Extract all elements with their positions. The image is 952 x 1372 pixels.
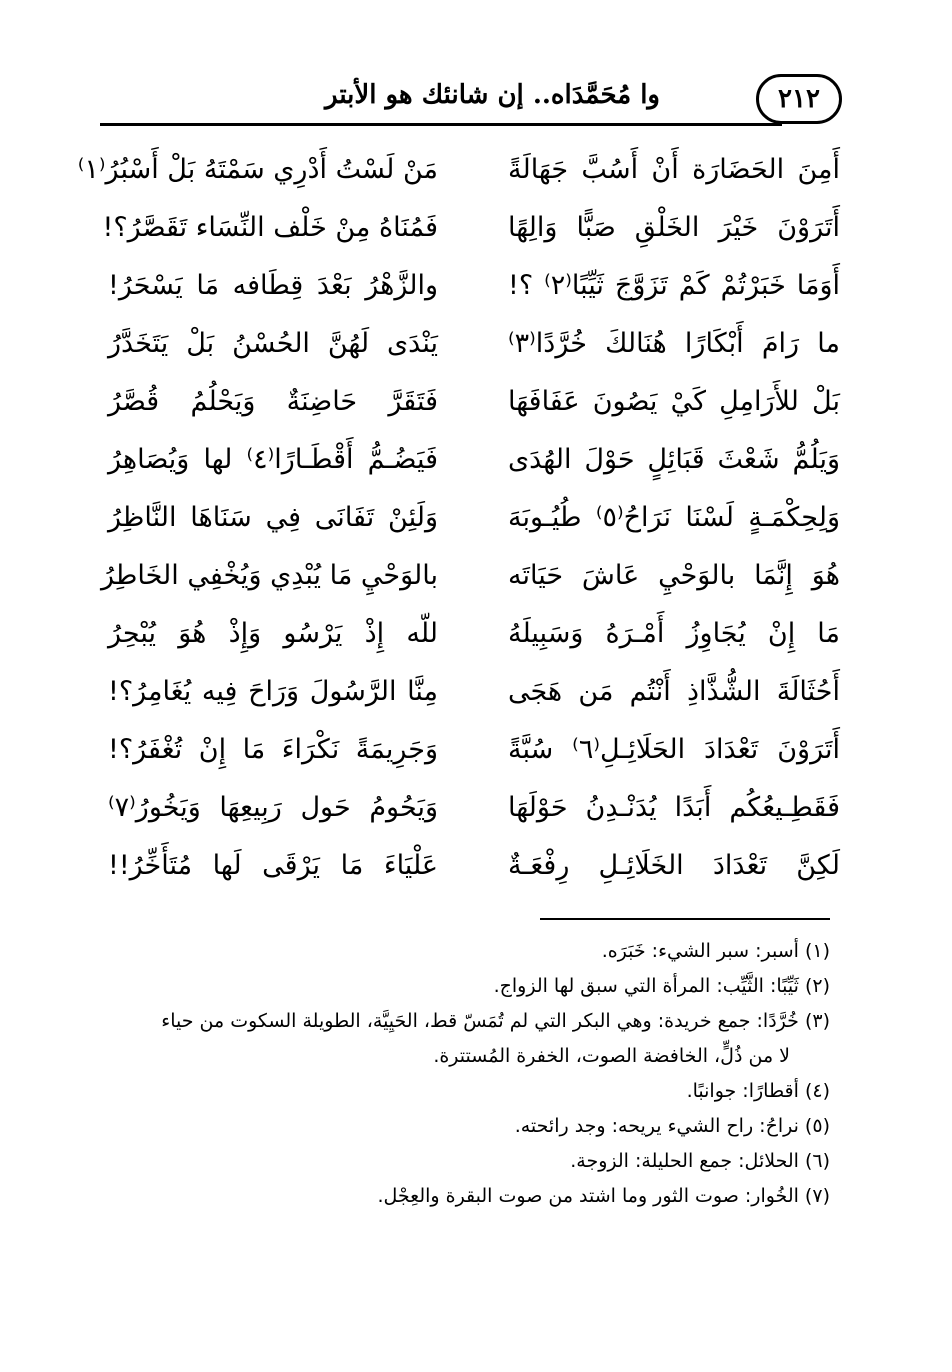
verse-second-hemistich: فَمُنَاهُ مِنْ خَلْف النِّسَاء تَقَصَّرُ؟! — [102, 212, 438, 243]
verse-first-hemistich: أَتَرَوْنَ تَعْدَادَ الحَلَائِـلِ⁽٦⁾ سُبَّةً — [508, 734, 840, 765]
verse — [0, 140, 952, 200]
verse — [0, 720, 952, 780]
verse-first-hemistich: أَوَمَا خَبَرْتُمْ كَمْ تَزَوَّجَ ثَيِّبًا⁽٢⁾ ؟! — [508, 270, 840, 301]
verse-second-hemistich: يَنْدَى لَهُنَّ الحُسْنُ بَلْ يَتَخَدَّرُ — [108, 328, 438, 359]
footnotes — [100, 934, 830, 1214]
verse-second-hemistich: مَنْ لَسْتُ أَدْرِي سَمْتَهُ بَلْ أَسْبُرُ⁽١⁾ — [77, 154, 438, 185]
verse — [0, 430, 952, 490]
verse-first-hemistich: لَكِنَّ تَعْدَادَ الخَلَائِـلِ رِفْعَـةٌ — [508, 850, 840, 881]
page-header — [100, 74, 842, 126]
verse — [0, 662, 952, 722]
verse-second-hemistich: عَلْيَاءَ مَا يَرْقَى لَها مُتَأَخِّرُ!! — [108, 850, 438, 881]
verse-first-hemistich: وَيَلُمُّ شَعْثَ قَبَائِلٍ حَوْلَ الهُدَى — [508, 444, 840, 475]
verse-first-hemistich: وَلِحِكْمَـةٍ لَسْنَا نَرَاحُ⁽٥⁾ طُيُـوبَهَ — [508, 502, 840, 533]
footnote: (٧) الخُوار: صوت الثور وما اشتد من صوت البقرة والعِجْل. — [377, 1185, 830, 1207]
verse — [0, 372, 952, 432]
verse-first-hemistich: ما رَامَ أَبْكَارًا هُنَالكَ خُرَّدًا⁽٣⁾ — [508, 328, 840, 359]
verse-first-hemistich: بَلْ للأَرَامِلِ كَيْ يَصُونَ عَفَافَهَا — [508, 386, 840, 417]
footnote: (٢) ثَيِّبًا: الثَّيِّب: المرأة التي سبق لها الزواج. — [493, 975, 830, 997]
verse — [0, 604, 952, 664]
footnote: (٤) أقطارًا: جوانبًا. — [686, 1080, 830, 1102]
verse-first-hemistich: أَحُثَالَةَ الشُّذَّاذِ أَنْتُم مَن هَجَى — [508, 676, 840, 707]
page-number: ٢١٢ — [778, 84, 820, 114]
verse-second-hemistich: فَتَقَرَّ حَاضِنَةٌ وَيَحْلُمُ قُصَّرُ — [108, 386, 438, 417]
verse — [0, 488, 952, 548]
footnote: (٥) نراحُ: راح الشيء يريحه: وجد رائحته. — [514, 1115, 830, 1137]
verse-first-hemistich: أَتَرَوْنَ خَيْرَ الخَلْقِ صَبًّا وَالِهًا — [508, 212, 840, 243]
verse — [0, 836, 952, 896]
verse-first-hemistich: هُوَ إِنَّمَا بالوَحْيِ عَاشَ حَيَاتَه — [508, 560, 840, 591]
footnote: (١) أسبر: سبر الشيء: خَبَرَه. — [601, 940, 830, 962]
footnote-separator — [540, 918, 830, 920]
footnote: (٣) خُرَّدًا: جمع خريدة: وهي البكر التي لم تُمَسّ قط، الحَيِيَّة، الطويلة السكوت من حياء — [161, 1010, 830, 1032]
verse-second-hemistich: والزَّهْرُ بَعْدَ قِطَافه مَا يَسْحَرُ! — [108, 270, 438, 301]
verse-second-hemistich: وَلَئِنْ تَفَانَى فِي سَنَاهَا النَّاظِرُ — [108, 502, 438, 533]
running-title: وا مُحَمَّدَاه.. إن شانئك هو الأبتر — [324, 80, 660, 110]
verse — [0, 778, 952, 838]
verse — [0, 314, 952, 374]
verse-second-hemistich: وَيَحُومُ حَول رَبِيعِهَا وَيَخُورُ⁽٧⁾ — [108, 792, 438, 823]
verse-first-hemistich: أَمِنَ الحَضَارَة أَنْ أَسُبَّ جَهَالَةً — [508, 154, 840, 185]
footnote-continuation: لا من ذُلٍّ، الخافضة الصوت، الخفرة المُستترة. — [433, 1045, 790, 1067]
page-number-badge — [756, 74, 842, 124]
verse — [0, 198, 952, 258]
verse-second-hemistich: للّه إِذْ يَرْسُو وَإِذْ هُوَ يُبْحِرُ — [108, 618, 438, 649]
verse-second-hemistich: وَجَرِيمَةً نَكْرَاءَ مَا إِنْ تُغْفَرُ؟! — [108, 734, 438, 765]
footnote: (٦) الحلائل: جمع الحليلة: الزوجة. — [570, 1150, 830, 1172]
verse — [0, 546, 952, 606]
header-rule — [100, 123, 782, 126]
verse-second-hemistich: بالوَحْيِ مَا يُبْدِي وَيُخْفِي الخَاطِرُ — [100, 560, 438, 591]
verse-second-hemistich: فَيَضُـمُّ أَقْطَـارًا⁽٤⁾ لها وَيُصَاهِرُ — [108, 444, 439, 475]
verse-second-hemistich: مِنَّا الرَّسُولَ وَرَاحَ فِيه يُغَامِرُ؟! — [108, 676, 438, 707]
verse-first-hemistich: فَقَطِـيعُكُم أَبَدًا يُدَنْـدِنُ حَوْلَهَا — [508, 792, 840, 823]
verse — [0, 256, 952, 316]
verse-first-hemistich: مَا إِنْ يُجَاوِزُ أَمْـرَهُ وَسَبِيلَهُ — [508, 618, 840, 649]
